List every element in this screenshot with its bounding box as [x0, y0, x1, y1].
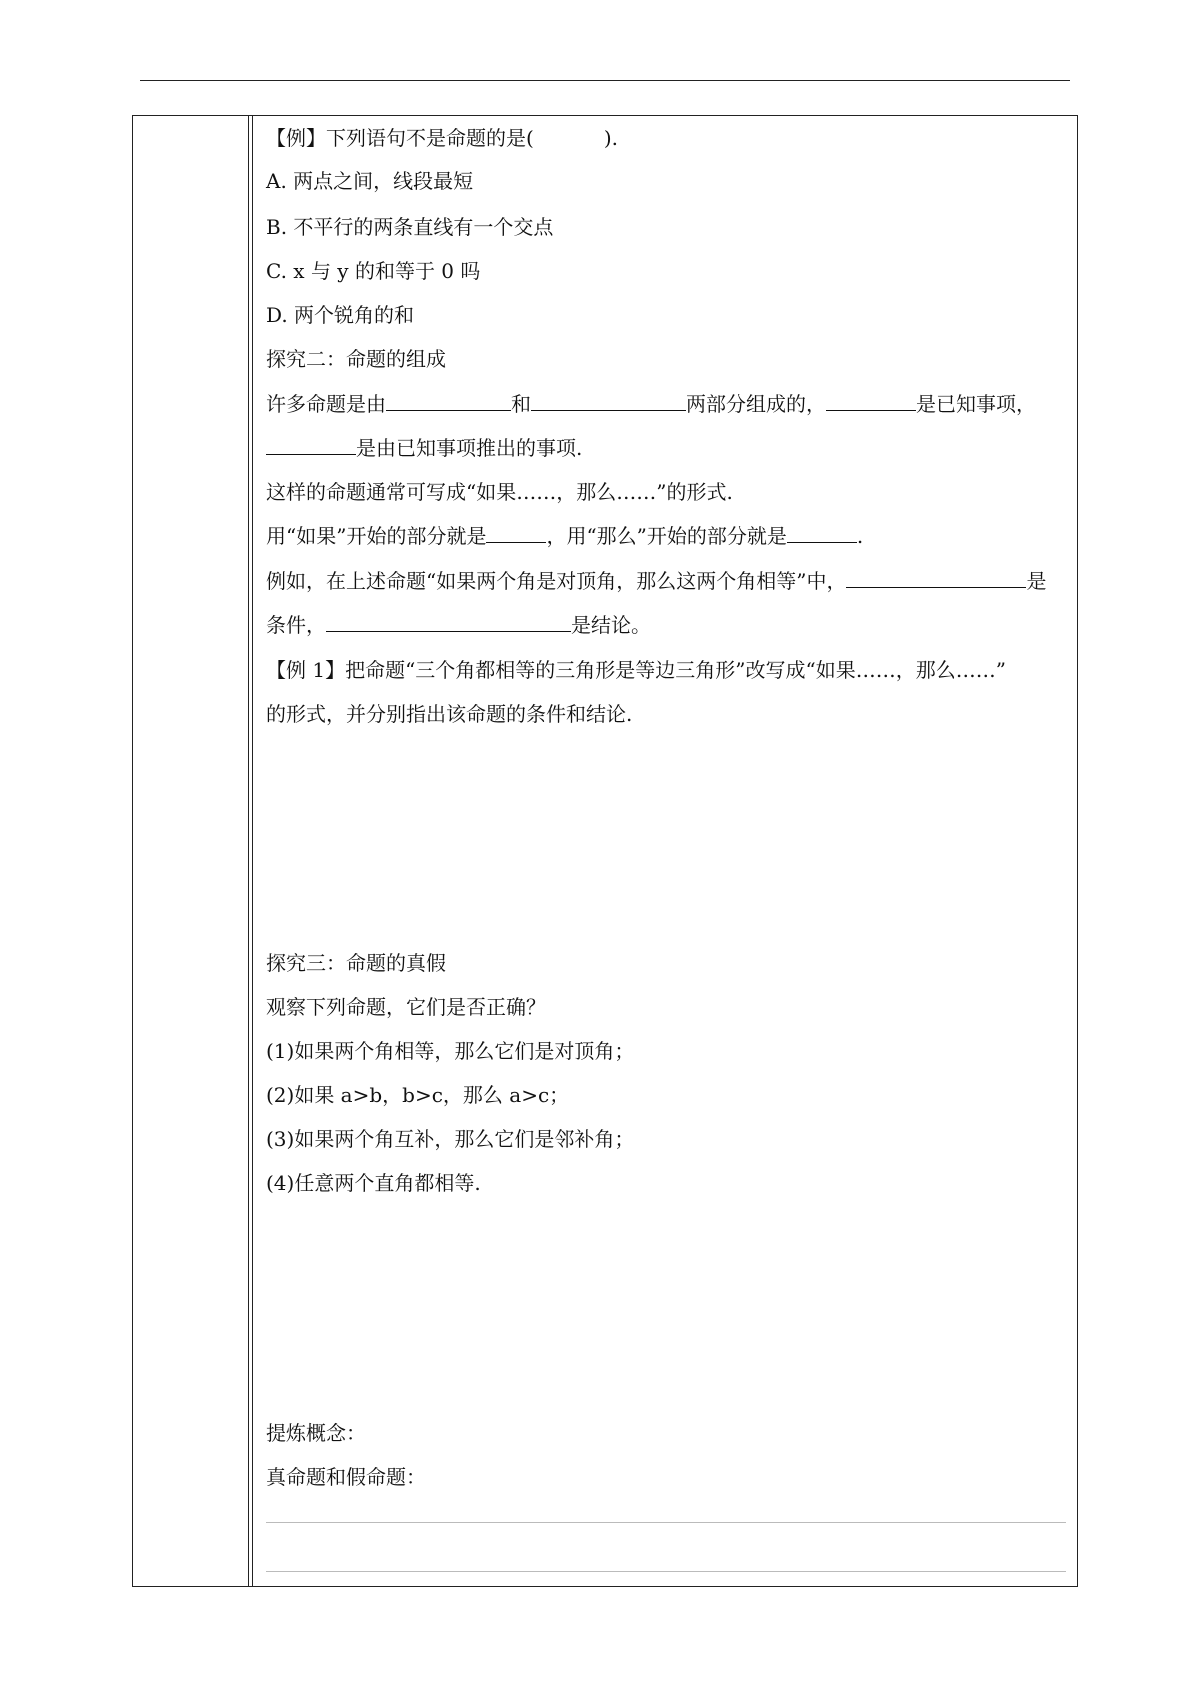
option-d: D. 两个锐角的和: [266, 303, 415, 327]
proposition-1: (1)如果两个角相等，那么它们是对顶角；: [266, 1039, 635, 1063]
fill-blank-1[interactable]: [386, 390, 511, 411]
section-3-title: 探究三：命题的真假: [266, 951, 446, 975]
concept-question: 真命题和假命题：: [266, 1465, 426, 1489]
option-a: A. 两点之间，线段最短: [266, 169, 474, 193]
worksheet-table: [132, 115, 1078, 1587]
proposition-4: (4)任意两个直角都相等.: [266, 1171, 481, 1195]
fill-blank-5[interactable]: [486, 522, 546, 543]
section-2-line-6: 条件， 是结论。: [266, 613, 651, 637]
fill-blank-8[interactable]: [326, 611, 571, 632]
answer-line-1[interactable]: [266, 1522, 1066, 1523]
header-rule: [140, 80, 1070, 81]
proposition-2: (2)如果 a>b，b>c，那么 a>c；: [266, 1083, 570, 1107]
fill-blank-7[interactable]: [846, 567, 1026, 588]
option-b: B. 不平行的两条直线有一个交点: [266, 215, 554, 239]
fill-blank-6[interactable]: [787, 522, 857, 543]
section-2-line-1: 许多命题是由 和 两部分组成的， 是已知事项，: [266, 392, 1036, 416]
fill-blank-2[interactable]: [531, 390, 686, 411]
section-2-line-4: 用“如果”开始的部分就是 ，用“那么”开始的部分就是 .: [266, 524, 864, 548]
section-3-question: 观察下列命题，它们是否正确？: [266, 995, 546, 1019]
section-2-line-5: 例如，在上述命题“如果两个角是对顶角，那么这两个角相等”中， 是: [266, 569, 1047, 593]
section-2-line-2: 是由已知事项推出的事项.: [266, 434, 582, 462]
section-2-line-3: 这样的命题通常可写成“如果……，那么……”的形式.: [266, 480, 733, 504]
left-column: [133, 116, 253, 1586]
proposition-3: (3)如果两个角互补，那么它们是邻补角；: [266, 1127, 635, 1151]
answer-line-2[interactable]: [266, 1571, 1066, 1572]
fill-blank-4[interactable]: [266, 434, 356, 455]
example-1-line-2: 的形式，并分别指出该命题的条件和结论.: [266, 702, 633, 726]
example-1-line-1: 【例 1】把命题“三个角都相等的三角形是等边三角形”改写成“如果……，那么……”: [266, 658, 1006, 682]
concept-title: 提炼概念：: [266, 1421, 366, 1445]
example-question: 【例】下列语句不是命题的是( ).: [266, 126, 618, 150]
option-c: C. x 与 y 的和等于 0 吗: [266, 259, 481, 283]
fill-blank-3[interactable]: [826, 390, 916, 411]
section-2-title: 探究二：命题的组成: [266, 347, 446, 371]
